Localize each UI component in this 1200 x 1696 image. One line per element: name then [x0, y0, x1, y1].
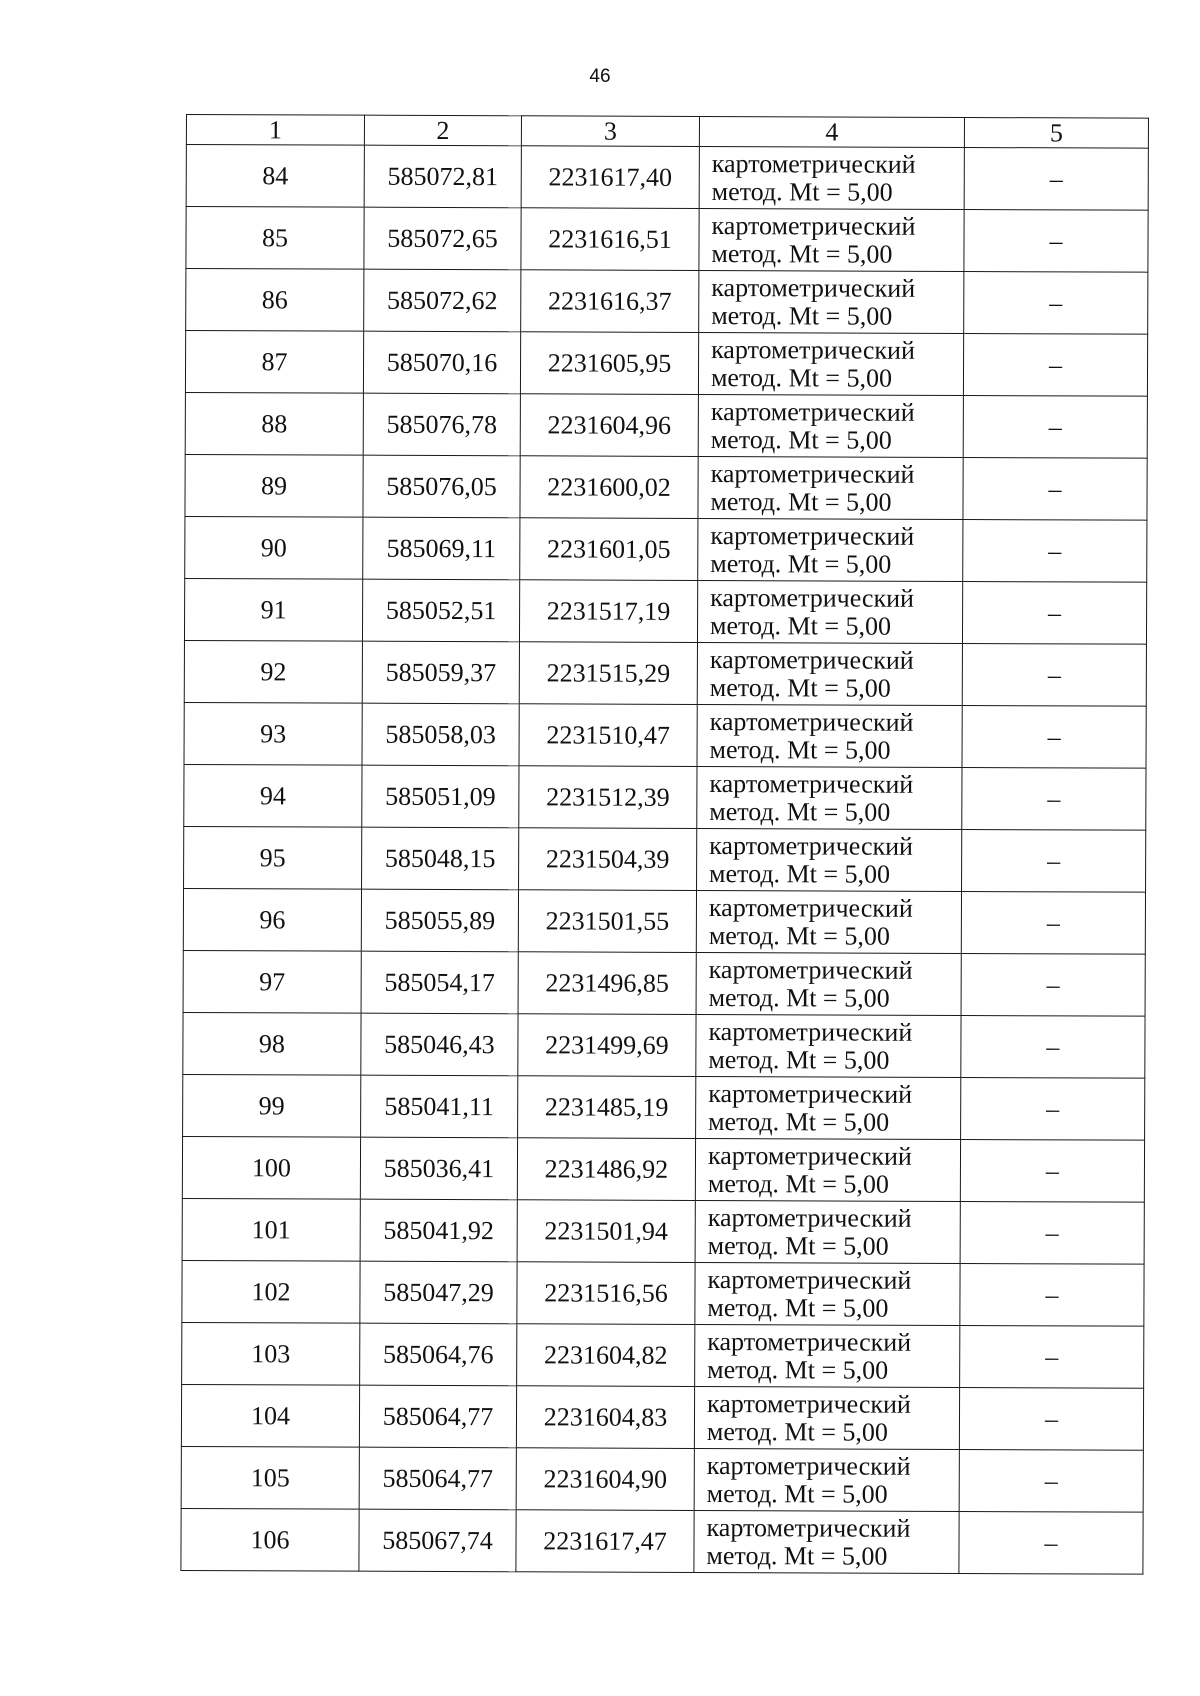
- method-line-1: картометрический: [708, 954, 913, 985]
- method-line-1: картометрический: [707, 1202, 912, 1233]
- point-number-cell: 87: [185, 331, 363, 394]
- x-coordinate-cell: 585047,29: [360, 1261, 517, 1324]
- method-cell: [696, 952, 961, 1015]
- x-coordinate-cell: 585055,89: [361, 889, 518, 952]
- method-line-1: картометрический: [708, 1078, 913, 1109]
- table-row: [185, 454, 1147, 520]
- method-line-2: метод. Mt = 5,00: [710, 548, 892, 579]
- method-cell: [697, 766, 962, 829]
- table-row: [182, 1260, 1144, 1326]
- method-line-1: картометрический: [711, 148, 916, 179]
- note-cell: –: [961, 1077, 1145, 1140]
- method-cell: [698, 394, 963, 457]
- method-cell: [699, 146, 964, 209]
- y-coordinate-cell: 2231516,56: [517, 1262, 695, 1325]
- table-row: [184, 826, 1146, 892]
- method-line-2: метод. Mt = 5,00: [709, 610, 892, 641]
- x-coordinate-cell: 585076,05: [363, 455, 520, 518]
- note-cell: –: [962, 705, 1146, 768]
- note-cell: –: [962, 767, 1146, 830]
- x-coordinate-cell: 585064,77: [359, 1447, 516, 1510]
- y-coordinate-cell: 2231485,19: [518, 1076, 696, 1139]
- method-line-2: метод. Mt = 5,00: [711, 300, 893, 331]
- method-line-2: метод. Mt = 5,00: [711, 176, 893, 207]
- table-row: [186, 145, 1148, 211]
- point-number-cell: 103: [182, 1322, 360, 1385]
- method-cell: [698, 456, 963, 519]
- method-line-1: картометрический: [710, 520, 915, 551]
- y-coordinate-cell: 2231499,69: [518, 1014, 696, 1077]
- note-cell: –: [961, 1015, 1145, 1078]
- method-line-2: метод. Mt = 5,00: [707, 1354, 889, 1385]
- table-row: [181, 1384, 1143, 1450]
- note-cell: –: [962, 829, 1146, 892]
- method-line-1: картометрический: [711, 334, 915, 365]
- y-coordinate-cell: 2231617,47: [516, 1510, 694, 1573]
- y-coordinate-cell: 2231617,40: [521, 146, 699, 209]
- method-line-1: картометрический: [709, 768, 914, 799]
- method-line-1: картометрический: [707, 1326, 912, 1357]
- method-line-1: картометрический: [706, 1450, 911, 1481]
- method-cell: [698, 332, 963, 395]
- point-number-cell: 89: [185, 454, 363, 517]
- note-cell: –: [960, 1139, 1144, 1202]
- page-number: 46: [589, 66, 611, 87]
- y-coordinate-cell: 2231517,19: [519, 580, 697, 643]
- table-row: [186, 269, 1148, 335]
- point-number-cell: 95: [184, 826, 362, 889]
- method-line-2: метод. Mt = 5,00: [709, 796, 891, 827]
- method-line-2: метод. Mt = 5,00: [709, 858, 891, 889]
- note-cell: –: [959, 1387, 1143, 1450]
- method-line-1: картометрический: [710, 458, 915, 489]
- x-coordinate-cell: 585070,16: [363, 331, 520, 394]
- point-number-cell: 96: [183, 888, 361, 951]
- point-number-cell: 85: [186, 207, 364, 270]
- y-coordinate-cell: 2231600,02: [520, 456, 698, 519]
- column-header-1: 1: [186, 115, 364, 146]
- method-line-2: метод. Mt = 5,00: [710, 362, 893, 393]
- method-line-1: картометрический: [708, 892, 913, 923]
- method-cell: [696, 1076, 961, 1139]
- method-cell: [696, 890, 961, 953]
- table-row: [183, 1074, 1145, 1140]
- point-number-cell: 97: [183, 950, 361, 1013]
- y-coordinate-cell: 2231605,95: [520, 332, 698, 395]
- method-cell: [694, 1386, 959, 1449]
- method-line-1: картометрический: [709, 830, 914, 861]
- method-line-1: картометрический: [711, 210, 916, 241]
- table-row: [183, 1012, 1145, 1078]
- method-cell: [695, 1262, 960, 1325]
- method-line-1: картометрический: [707, 1140, 912, 1171]
- note-cell: –: [963, 519, 1147, 582]
- note-cell: –: [960, 1201, 1144, 1264]
- table-body: [181, 145, 1148, 1575]
- note-cell: –: [963, 457, 1147, 520]
- point-number-cell: 91: [184, 578, 362, 641]
- x-coordinate-cell: 585054,17: [361, 951, 518, 1014]
- note-cell: –: [961, 953, 1145, 1016]
- y-coordinate-cell: 2231510,47: [519, 704, 697, 767]
- method-cell: [698, 518, 963, 581]
- point-number-cell: 98: [183, 1012, 361, 1075]
- y-coordinate-cell: 2231604,96: [520, 394, 698, 457]
- method-line-2: метод. Mt = 5,00: [708, 1044, 890, 1075]
- method-cell: [696, 1014, 961, 1077]
- table-row: [182, 1322, 1144, 1388]
- method-line-2: метод. Mt = 5,00: [708, 982, 890, 1013]
- point-number-cell: 99: [183, 1074, 361, 1137]
- table-row: [185, 331, 1147, 397]
- table-row: [183, 888, 1145, 954]
- note-cell: –: [959, 1511, 1143, 1574]
- method-cell: [697, 704, 962, 767]
- x-coordinate-cell: 585036,41: [360, 1137, 517, 1200]
- note-cell: –: [961, 891, 1145, 954]
- y-coordinate-cell: 2231515,29: [519, 642, 697, 705]
- column-header-2: 2: [364, 115, 521, 146]
- x-coordinate-cell: 585059,37: [362, 641, 519, 704]
- method-cell: [695, 1138, 960, 1201]
- method-line-1: картометрический: [707, 1264, 912, 1295]
- y-coordinate-cell: 2231496,85: [518, 952, 696, 1015]
- x-coordinate-cell: 585072,62: [364, 269, 521, 332]
- table-row: [184, 764, 1146, 830]
- point-number-cell: 94: [184, 764, 362, 827]
- note-cell: –: [962, 581, 1146, 644]
- x-coordinate-cell: 585046,43: [361, 1013, 518, 1076]
- x-coordinate-cell: 585072,81: [364, 145, 521, 208]
- column-header-5: 5: [964, 117, 1148, 148]
- table-row: [182, 1136, 1144, 1202]
- point-number-cell: 90: [185, 516, 363, 579]
- x-coordinate-cell: 585067,74: [359, 1509, 516, 1572]
- table-row: [181, 1446, 1143, 1512]
- method-line-2: метод. Mt = 5,00: [708, 920, 890, 951]
- method-line-1: картометрический: [711, 272, 916, 303]
- table-row: [186, 207, 1148, 273]
- table-row: [184, 640, 1146, 706]
- x-coordinate-cell: 585072,65: [364, 207, 521, 270]
- table-row: [182, 1198, 1144, 1264]
- y-coordinate-cell: 2231604,82: [517, 1324, 695, 1387]
- note-cell: –: [959, 1449, 1143, 1512]
- method-cell: [694, 1448, 959, 1511]
- method-line-1: картометрический: [710, 396, 915, 427]
- point-number-cell: 88: [185, 392, 363, 455]
- method-line-2: метод. Mt = 5,00: [707, 1168, 889, 1199]
- y-coordinate-cell: 2231604,90: [516, 1448, 694, 1511]
- method-line-1: картометрический: [710, 582, 915, 613]
- method-line-2: метод. Mt = 5,00: [711, 238, 893, 269]
- note-cell: –: [964, 147, 1148, 210]
- x-coordinate-cell: 585064,77: [359, 1385, 516, 1448]
- table-row: [181, 1508, 1143, 1574]
- y-coordinate-cell: 2231601,05: [520, 518, 698, 581]
- y-coordinate-cell: 2231604,83: [516, 1386, 694, 1449]
- point-number-cell: 102: [182, 1260, 360, 1323]
- y-coordinate-cell: 2231486,92: [517, 1138, 695, 1201]
- column-header-3: 3: [521, 116, 699, 147]
- note-cell: –: [962, 643, 1146, 706]
- x-coordinate-cell: 585041,92: [360, 1199, 517, 1262]
- point-number-cell: 86: [186, 269, 364, 332]
- x-coordinate-cell: 585052,51: [362, 579, 519, 642]
- method-line-2: метод. Mt = 5,00: [707, 1292, 889, 1323]
- point-number-cell: 92: [184, 640, 362, 703]
- y-coordinate-cell: 2231616,37: [521, 270, 699, 333]
- method-line-2: метод. Mt = 5,00: [710, 424, 892, 455]
- method-cell: [699, 208, 964, 271]
- note-cell: –: [960, 1325, 1144, 1388]
- method-line-2: метод. Mt = 5,00: [706, 1540, 888, 1571]
- table-row: [183, 950, 1145, 1016]
- point-number-cell: 93: [184, 702, 362, 765]
- method-line-1: картометрический: [706, 1512, 911, 1543]
- method-line-2: метод. Mt = 5,00: [706, 1478, 888, 1509]
- point-number-cell: 106: [181, 1508, 359, 1571]
- point-number-cell: 101: [182, 1198, 360, 1261]
- note-cell: –: [963, 333, 1147, 396]
- y-coordinate-cell: 2231501,94: [517, 1200, 695, 1263]
- coordinates-table: [180, 114, 1149, 1575]
- method-line-2: метод. Mt = 5,00: [707, 1230, 889, 1261]
- point-number-cell: 100: [182, 1136, 360, 1199]
- header-row: [186, 115, 1148, 149]
- y-coordinate-cell: 2231501,55: [518, 890, 696, 953]
- method-line-2: метод. Mt = 5,00: [708, 1106, 890, 1137]
- table-row: [185, 392, 1147, 458]
- method-cell: [697, 580, 962, 643]
- method-line-2: метод. Mt = 5,00: [706, 1416, 889, 1447]
- note-cell: –: [963, 395, 1147, 458]
- note-cell: –: [964, 209, 1148, 272]
- method-cell: [697, 828, 962, 891]
- method-line-2: метод. Mt = 5,00: [710, 486, 892, 517]
- x-coordinate-cell: 585069,11: [363, 517, 520, 580]
- method-cell: [695, 1200, 960, 1263]
- table-row: [184, 578, 1146, 644]
- point-number-cell: 105: [181, 1446, 359, 1509]
- x-coordinate-cell: 585076,78: [363, 393, 520, 456]
- table-row: [184, 702, 1146, 768]
- point-number-cell: 104: [181, 1384, 359, 1447]
- method-line-2: метод. Mt = 5,00: [709, 672, 891, 703]
- point-number-cell: 84: [186, 145, 364, 208]
- method-line-2: метод. Mt = 5,00: [709, 734, 891, 765]
- x-coordinate-cell: 585058,03: [362, 703, 519, 766]
- table-header: [186, 115, 1148, 149]
- method-line-1: картометрический: [706, 1388, 911, 1419]
- note-cell: –: [960, 1263, 1144, 1326]
- table-row: [185, 516, 1147, 582]
- column-header-4: 4: [699, 116, 964, 147]
- y-coordinate-cell: 2231504,39: [519, 828, 697, 891]
- x-coordinate-cell: 585048,15: [362, 827, 519, 890]
- method-cell: [697, 642, 962, 705]
- note-cell: –: [964, 271, 1148, 334]
- method-cell: [699, 270, 964, 333]
- method-line-1: картометрический: [709, 706, 914, 737]
- x-coordinate-cell: 585064,76: [360, 1323, 517, 1386]
- method-cell: [694, 1510, 959, 1573]
- method-cell: [695, 1324, 960, 1387]
- y-coordinate-cell: 2231616,51: [521, 208, 699, 271]
- y-coordinate-cell: 2231512,39: [519, 766, 697, 829]
- x-coordinate-cell: 585051,09: [362, 765, 519, 828]
- x-coordinate-cell: 585041,11: [361, 1075, 518, 1138]
- method-line-1: картометрический: [709, 644, 914, 675]
- method-line-1: картометрический: [708, 1016, 913, 1047]
